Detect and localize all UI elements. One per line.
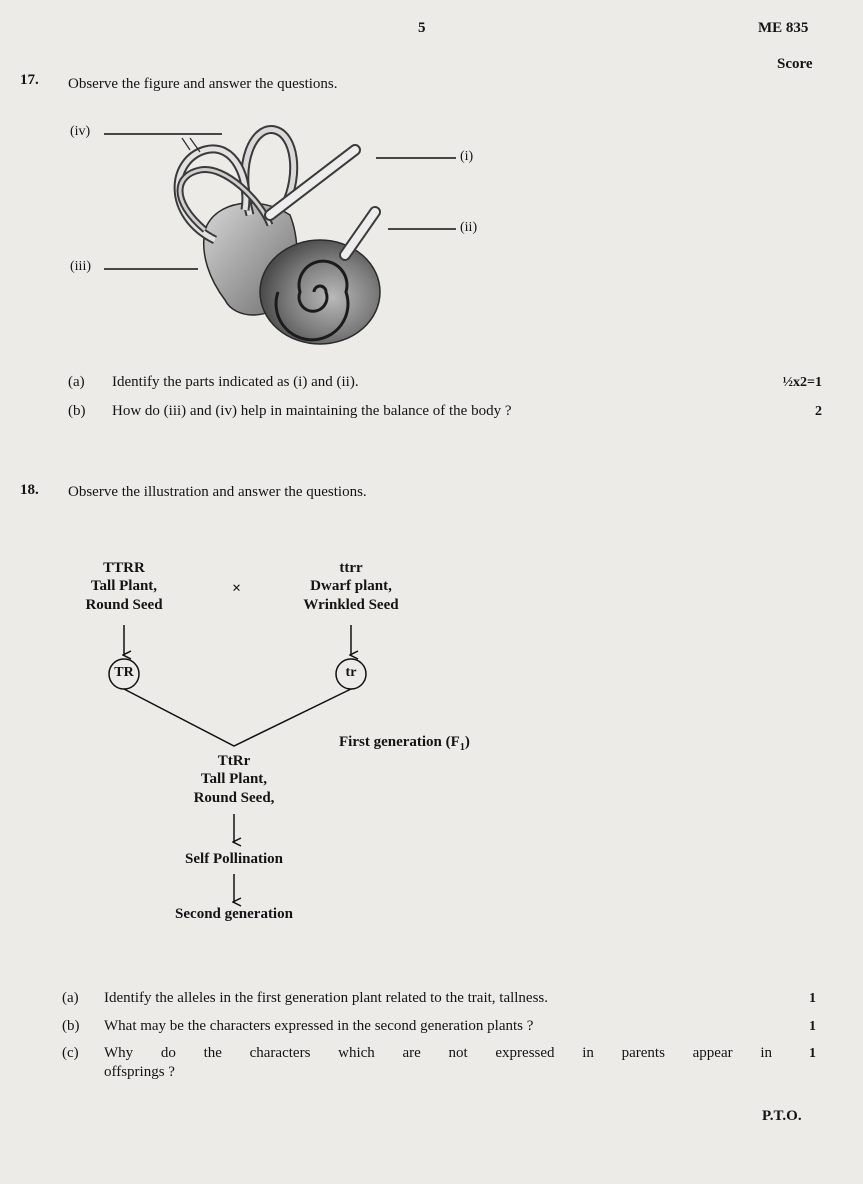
q17a-score: ½x2=1 <box>782 375 822 390</box>
q17b-score: 2 <box>815 404 822 419</box>
q18c-text-cont: offsprings ? <box>104 1064 175 1080</box>
parent1-trait2: Round Seed <box>85 597 163 613</box>
self-pollination-label: Self Pollination <box>185 851 283 867</box>
parent2-genotype: ttrr <box>339 560 363 576</box>
fusion-lines <box>124 689 351 746</box>
label-i: (i) <box>460 149 474 164</box>
label-iv: (iv) <box>70 124 91 139</box>
label-iii: (iii) <box>70 259 91 274</box>
score-heading: Score <box>777 56 813 72</box>
q18a-text: Identify the alleles in the first generation plant related to the trait, tallness. <box>104 990 549 1006</box>
q18-prompt: Observe the illustration and answer the questions. <box>68 484 367 500</box>
q18c-score: 1 <box>809 1046 816 1061</box>
q17b-label: (b) <box>68 403 86 419</box>
paper-code: ME 835 <box>758 20 809 36</box>
pto-label: P.T.O. <box>762 1108 802 1124</box>
f1-trait2: Round Seed, <box>193 790 275 806</box>
q17b-text: How do (iii) and (iv) help in maintaining the balance of the body ? <box>112 403 512 419</box>
q18a-label: (a) <box>62 990 79 1006</box>
second-generation-label: Second generation <box>175 906 293 922</box>
parent2-trait1: Dwarf plant, <box>310 578 392 594</box>
f1-trait1: Tall Plant, <box>200 771 268 787</box>
q18c-label: (c) <box>62 1045 79 1061</box>
parent1-genotype: TTRR <box>103 560 145 576</box>
parent2-trait2: Wrinkled Seed <box>303 597 399 613</box>
page-number: 5 <box>418 20 426 36</box>
q18a-score: 1 <box>809 991 816 1006</box>
q18-number: 18. <box>20 482 39 498</box>
q17a-text: Identify the parts indicated as (i) and (ii). <box>112 374 359 390</box>
q17-prompt: Observe the figure and answer the questions. <box>68 76 338 92</box>
q18b-text: What may be the characters expressed in the second generation plants ? <box>104 1018 534 1034</box>
gamete-2: tr <box>345 665 357 680</box>
label-ii: (ii) <box>460 220 478 235</box>
first-generation-label: First generation $(F_1)$ <box>339 734 470 753</box>
q17-number: 17. <box>20 72 39 88</box>
parent1-trait1: Tall Plant, <box>90 578 158 594</box>
f1-genotype: TtRr <box>217 753 251 769</box>
q18b-score: 1 <box>809 1019 816 1034</box>
cross-symbol: × <box>232 580 242 597</box>
q18c-text: Why do the characters which are not expressed in parents appear in <box>104 1045 772 1061</box>
q18b-label: (b) <box>62 1018 80 1034</box>
q17a-label: (a) <box>68 374 85 390</box>
gamete-1: TR <box>114 665 134 680</box>
